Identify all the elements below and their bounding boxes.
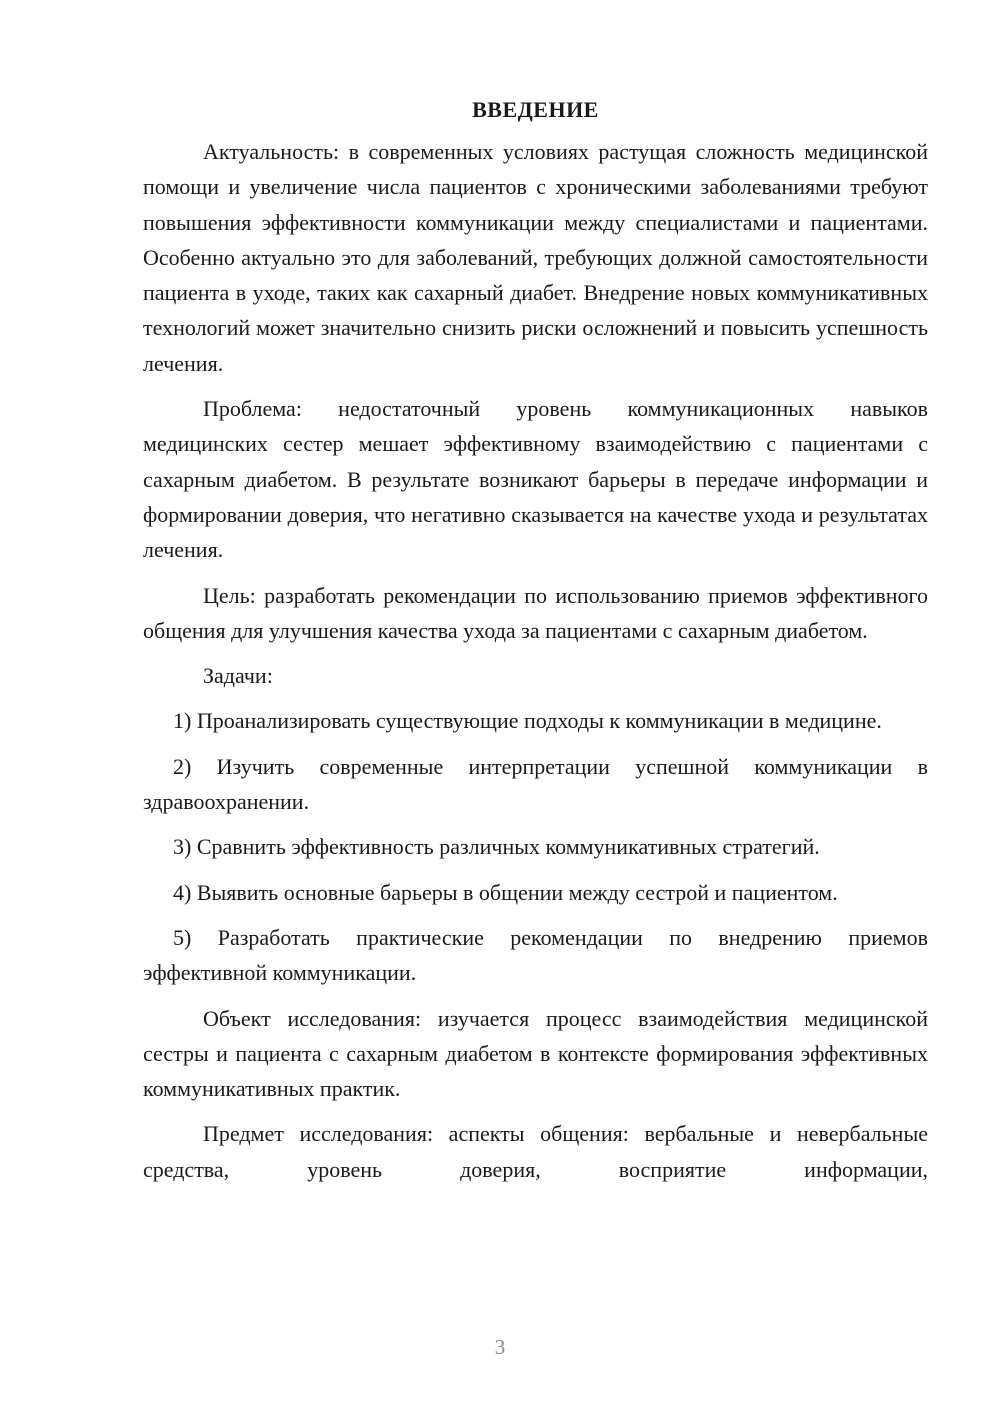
page-number: 3 [494, 1335, 506, 1359]
paragraph-subject: Предмет исследования: аспекты общения: вербальные и невербальные средства, уровень доверия, восприятие информации, [143, 1121, 928, 1182]
paragraph-problem: Проблема: недостаточный уровень коммуникационных навыков медицинских сестер мешает эффективному взаимодействию с пациентами с сахарным диабетом. В результате возникают барьеры в передаче информации и формировании доверия, что негативно сказывается на качестве ухода и результатах лечения. [143, 396, 928, 563]
task-item-3: 3) Сравнить эффективность различных коммуникативных стратегий. [173, 834, 820, 860]
task-item-4: 4) Выявить основные барьеры в общении между сестрой и пациентом. [173, 879, 838, 905]
task-item-1: 1) Проанализировать существующие подходы к коммуникации в медицине. [173, 708, 882, 734]
paragraph-relevance: Актуальность: в современных условиях растущая сложность медицинской помощи и увеличение числа пациентов с хроническими заболеваниями требуют повышения эффективности коммуникации между специалистами и пациентами. Особенно актуально это для заболеваний, требующих должной самостоятельности пациента в уходе, таких как сахарный диабет. Внедрение новых коммуникативных технологий может значительно снизить риски осложнений и повысить успешность лечения. [143, 139, 928, 376]
paragraph-object: Объект исследования: изучается процесс взаимодействия медицинской сестры и пациента с сахарным диабетом в контексте формирования эффективных коммуникативных практик. [143, 1005, 928, 1102]
page-content [143, 92, 928, 1197]
paragraph-tasks-heading: Задачи: [203, 663, 273, 689]
section-title: ВВЕДЕНИЕ [472, 97, 599, 122]
task-item-5: 5) Разработать практические рекомендации по внедрению приемов эффективной коммуникации. [143, 924, 928, 986]
paragraph-goal: Цель: разработать рекомендации по использованию приемов эффективного общения для улучшения качества ухода за пациентами с сахарным диабетом. [143, 582, 928, 643]
task-item-2: 2) Изучить современные интерпретации успешной коммуникации в здравоохранении. [143, 753, 928, 815]
